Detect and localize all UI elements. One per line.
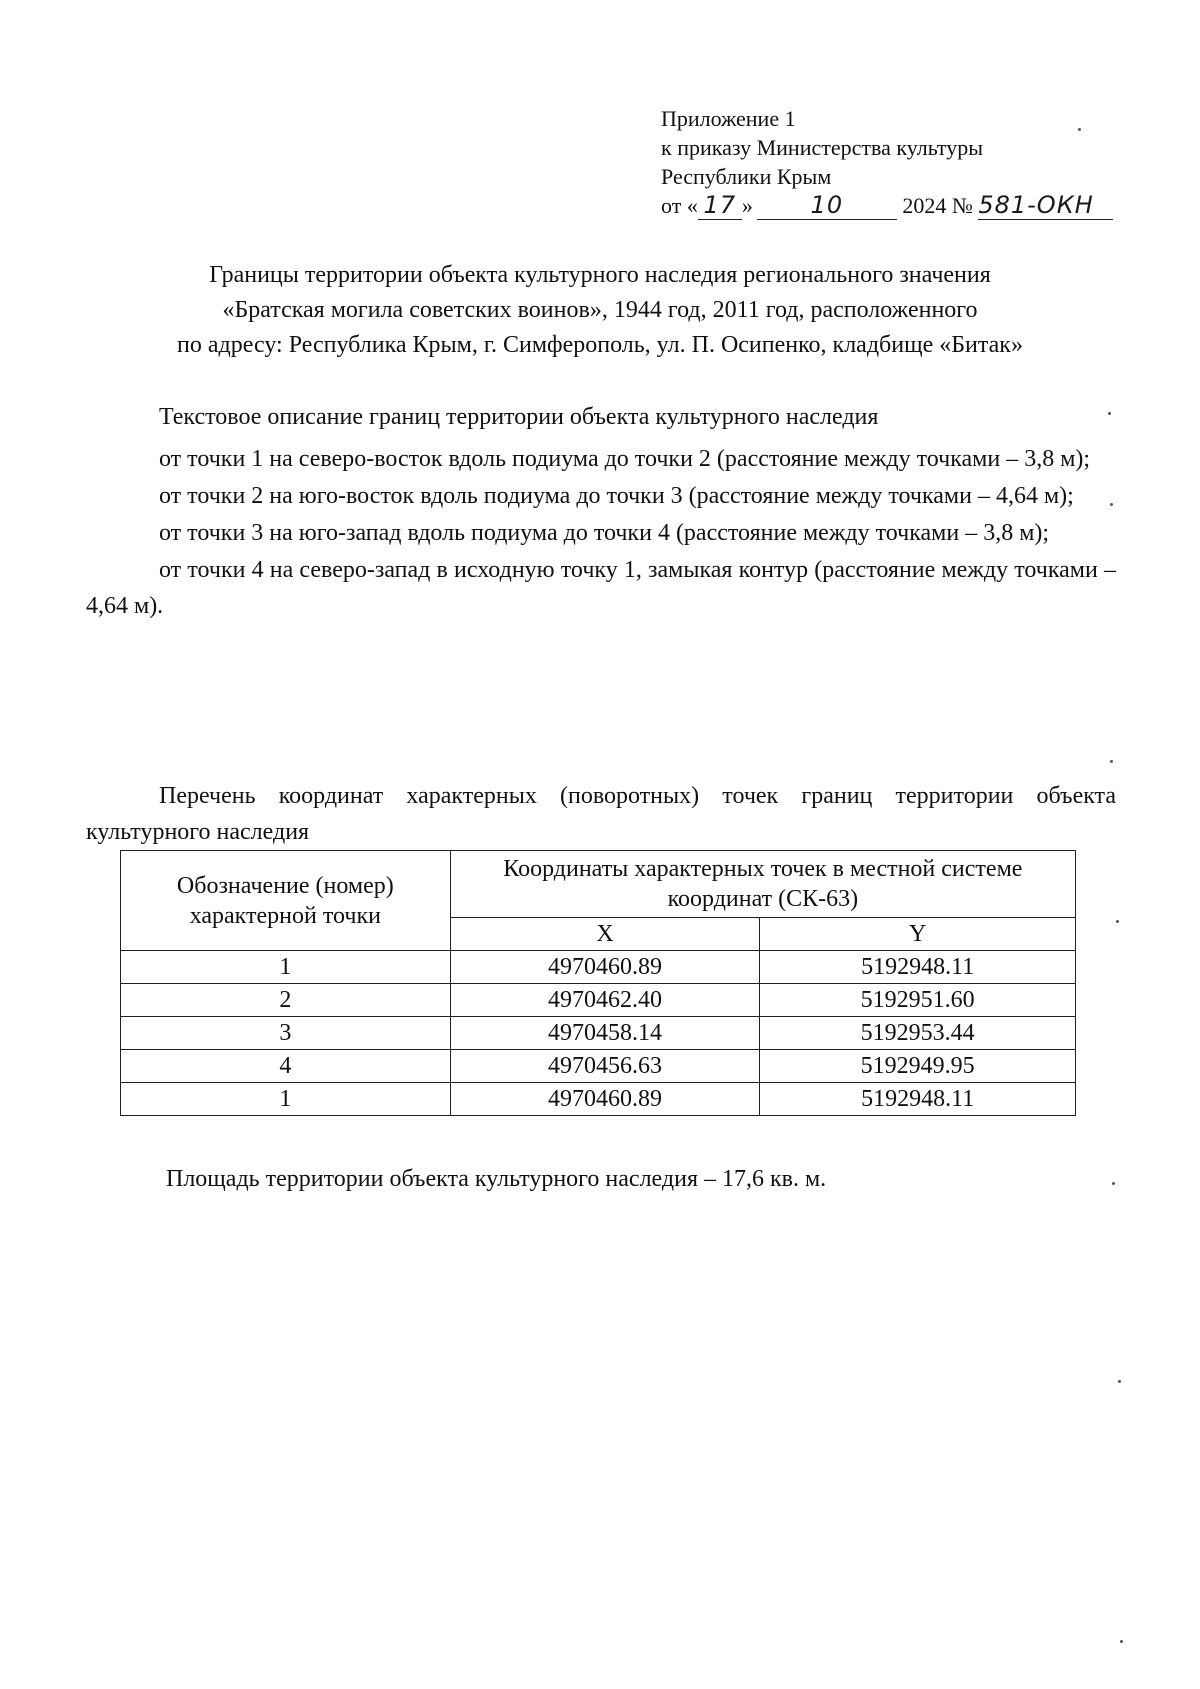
x-coordinate-cell: 4970460.89 <box>450 951 760 984</box>
appendix-line-1: Приложение 1 <box>661 106 796 131</box>
appendix-header <box>661 104 1113 220</box>
coords-intro: Перечень координат характерных (поворотных) точек границ территории объекта культурного наследия <box>86 783 1116 845</box>
appendix-line-2: к приказу Министерства культуры <box>661 135 984 160</box>
scan-speck <box>1110 760 1113 763</box>
y-coordinate-cell: 5192949.95 <box>760 1050 1076 1083</box>
title-line-1: Границы территории объекта культурного наследия регионального значения <box>209 262 991 288</box>
y-coordinate-cell: 5192953.44 <box>760 1017 1076 1050</box>
scan-speck <box>1120 1640 1123 1643</box>
point-number-cell: 2 <box>121 984 451 1017</box>
point-number-cell: 4 <box>121 1050 451 1083</box>
x-header: X <box>450 918 760 951</box>
document-title <box>80 258 1120 363</box>
order-month-handwritten: 10 <box>810 191 844 219</box>
description-paragraph-4: от точки 4 на северо-запад в исходную точку 1, замыкая контур (расстояние между точками – 4,64 м). <box>86 557 1116 619</box>
coordinates-group-header: Координаты характерных точек в местной системе координат (СК-63) <box>450 851 1075 918</box>
y-coordinate-cell: 5192951.60 <box>760 984 1076 1017</box>
scan-speck <box>1118 1380 1121 1383</box>
description-paragraph-2: от точки 2 на юго-восток вдоль подиума до точки 3 (расстояние между точками – 4,64 м); <box>159 483 1074 509</box>
x-coordinate-cell: 4970460.89 <box>450 1083 760 1116</box>
coordinates-table <box>120 850 1076 1116</box>
order-number <box>978 193 1113 220</box>
table-row <box>121 984 1076 1017</box>
point-number-cell: 3 <box>121 1017 451 1050</box>
order-month <box>757 193 897 220</box>
y-coordinate-cell: 5192948.11 <box>760 1083 1076 1116</box>
point-number-cell: 1 <box>121 1083 451 1116</box>
appendix-line-3: Республики Крым <box>661 164 832 189</box>
title-line-2: «Братская могила советских воинов», 1944 год, 2011 год, расположенного <box>222 297 978 323</box>
y-header: Y <box>760 918 1076 951</box>
date-day-suffix: » <box>741 193 753 218</box>
table-row <box>121 951 1076 984</box>
boundary-description <box>86 441 1116 625</box>
title-line-3: по адресу: Республика Крым, г. Симферополь, ул. П. Осипенко, кладбище «Битак» <box>177 332 1023 358</box>
table-row <box>121 1050 1076 1083</box>
coords-intro-block <box>86 778 1116 851</box>
date-prefix: от « <box>661 193 698 218</box>
table-row <box>121 1017 1076 1050</box>
description-heading: Текстовое описание границ территории объекта культурного наследия <box>159 404 879 430</box>
scan-speck <box>1110 503 1113 506</box>
order-year: 2024 № <box>902 193 973 218</box>
order-day <box>698 193 742 220</box>
area-statement: Площадь территории объекта культурного наследия – 17,6 кв. м. <box>166 1166 827 1192</box>
description-paragraph-3: от точки 3 на юго-запад вдоль подиума до точки 4 (расстояние между точками – 3,8 м); <box>159 520 1050 546</box>
scan-speck <box>1108 412 1111 415</box>
point-number-header: Обозначение (номер) характерной точки <box>121 851 451 951</box>
table-row <box>121 1083 1076 1116</box>
order-date-line <box>661 191 1113 220</box>
y-coordinate-cell: 5192948.11 <box>760 951 1076 984</box>
order-day-handwritten: 17 <box>703 191 737 219</box>
x-coordinate-cell: 4970458.14 <box>450 1017 760 1050</box>
scan-speck <box>1116 920 1119 923</box>
order-number-handwritten: 581-ОКН <box>978 191 1094 219</box>
x-coordinate-cell: 4970456.63 <box>450 1050 760 1083</box>
scan-speck <box>1078 128 1081 131</box>
x-coordinate-cell: 4970462.40 <box>450 984 760 1017</box>
scan-speck <box>1112 1182 1115 1185</box>
description-paragraph-1: от точки 1 на северо-восток вдоль подиума до точки 2 (расстояние между точками – 3,8 м); <box>159 446 1091 472</box>
point-number-cell: 1 <box>121 951 451 984</box>
